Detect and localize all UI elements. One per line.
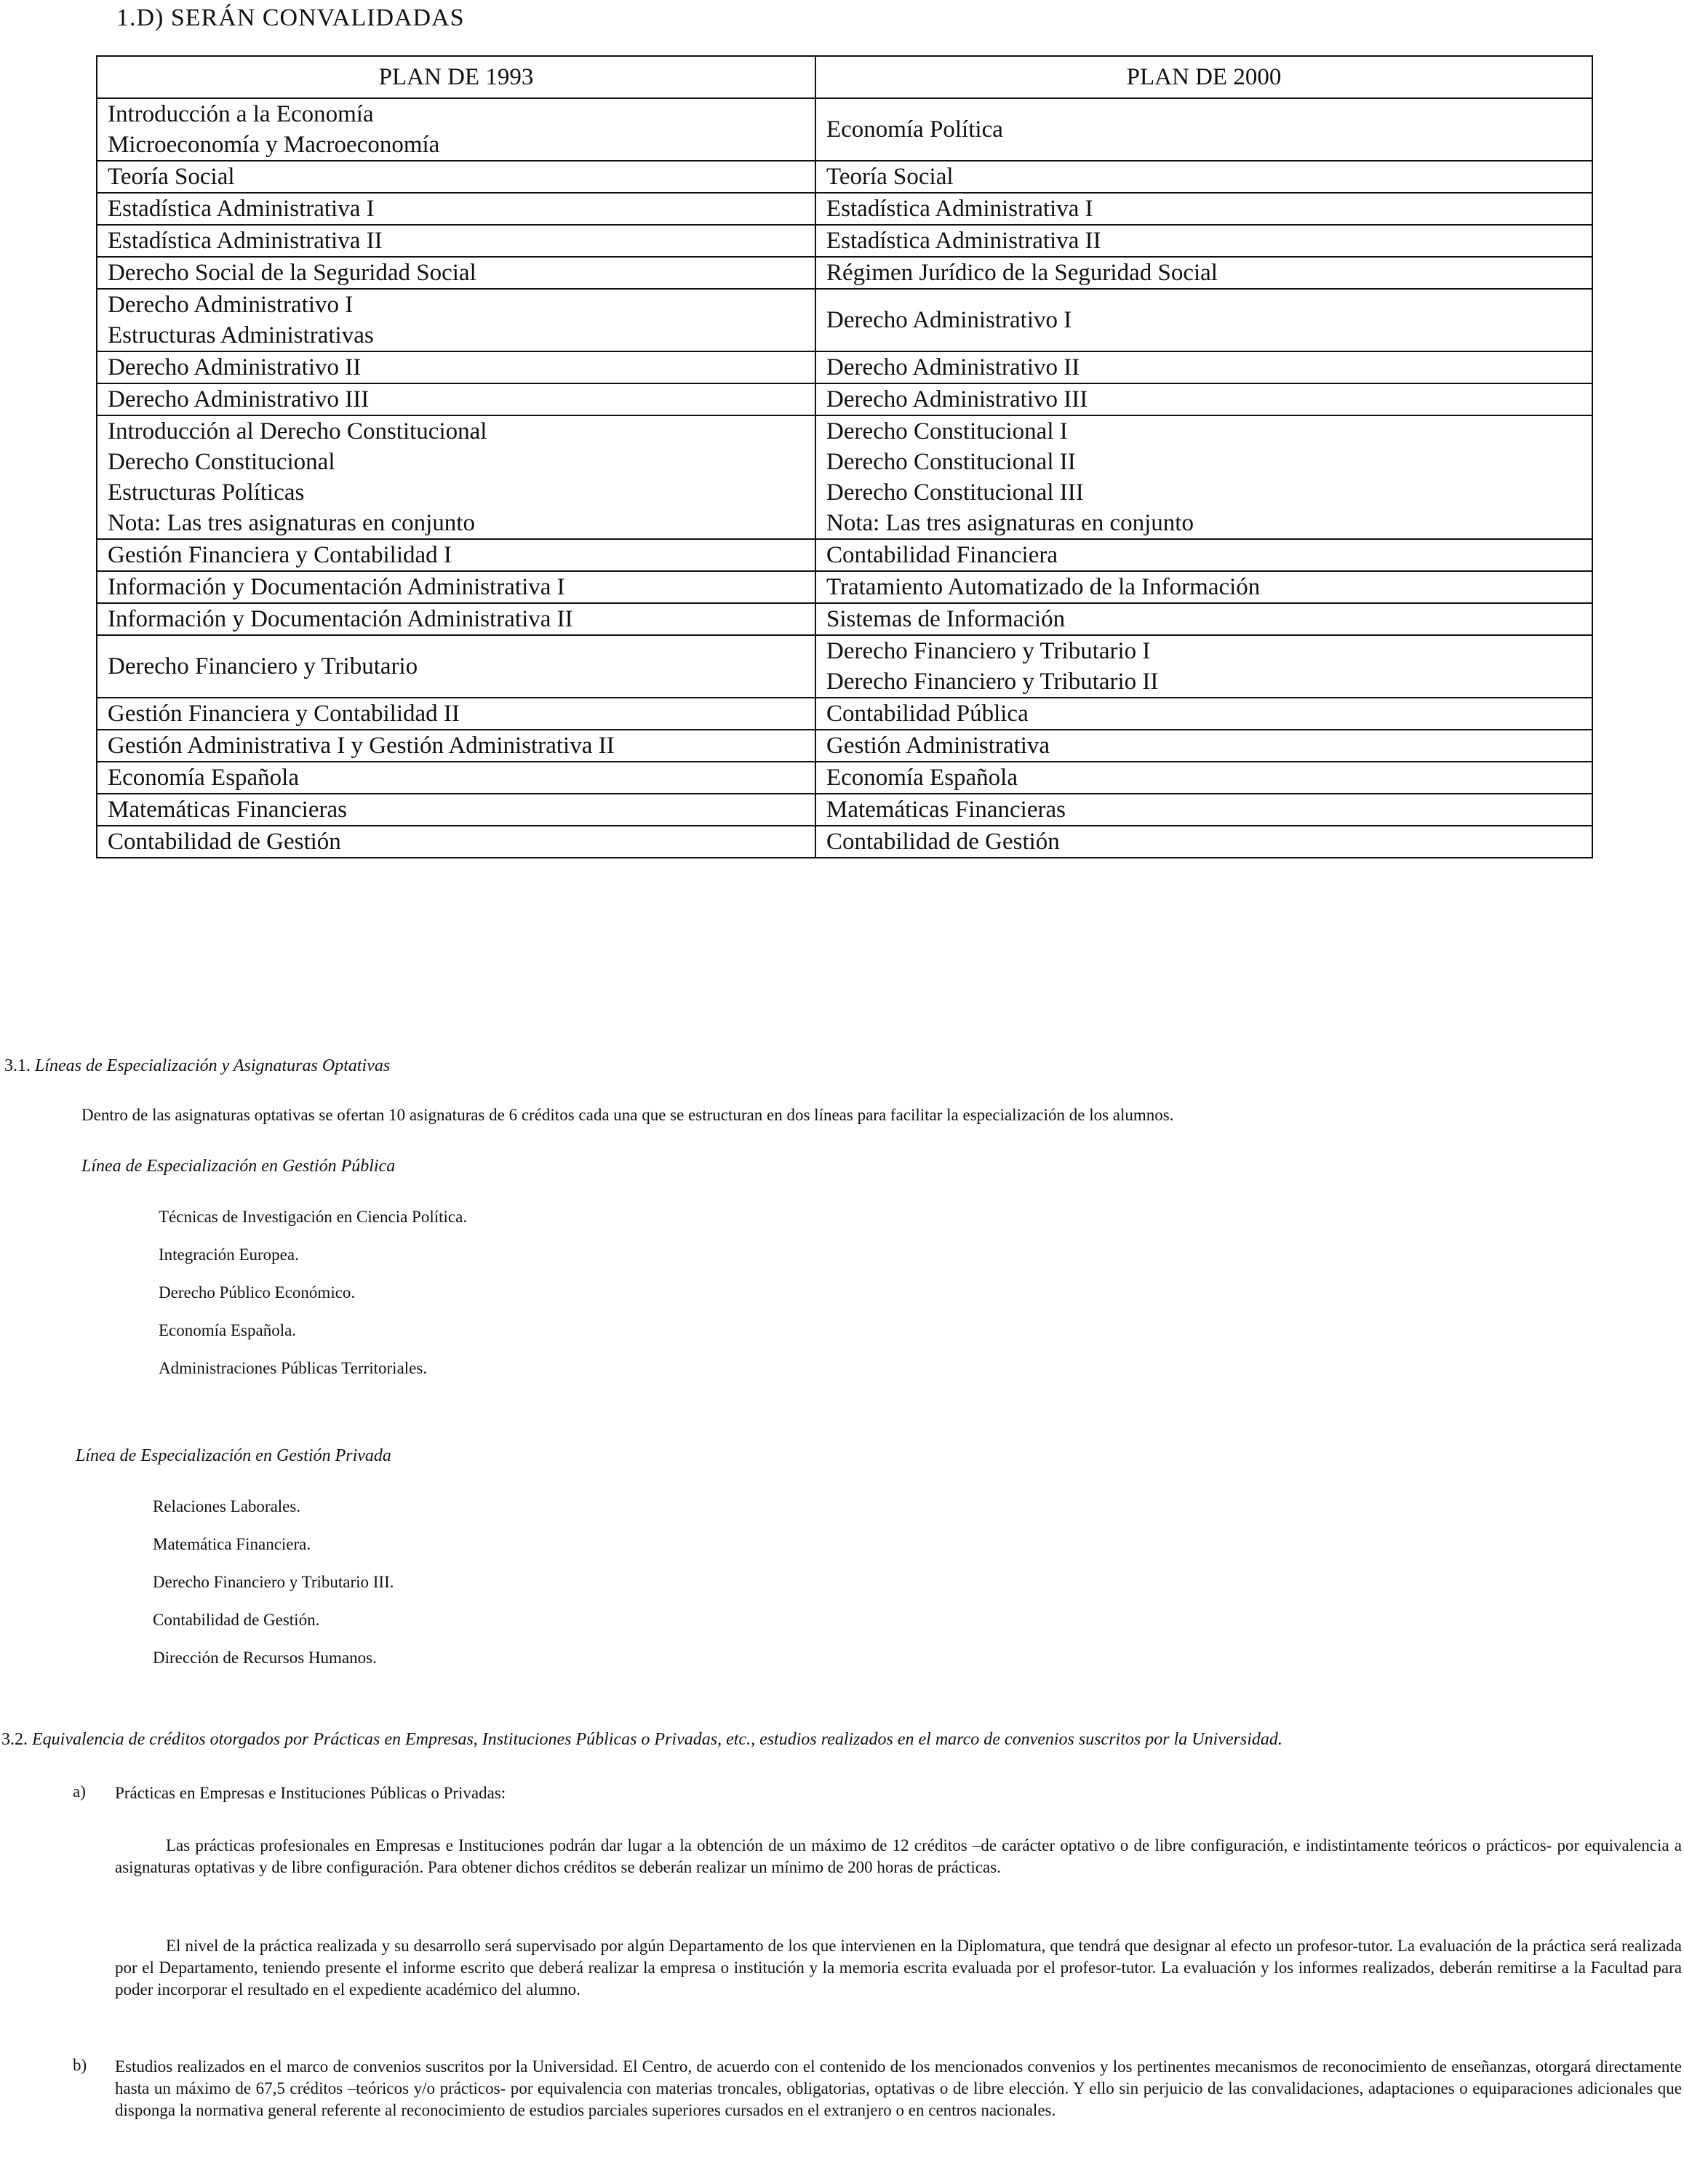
subsection-3-2-title bbox=[1, 1730, 1675, 1750]
cell-text: Derecho Administrativo III bbox=[826, 386, 1088, 413]
table-row bbox=[97, 415, 1592, 539]
convalidation-table bbox=[96, 55, 1593, 858]
cell-text: Teoría Social bbox=[826, 164, 954, 190]
cell-plan-1993 bbox=[97, 351, 815, 383]
cell-text: Microeconomía y Macroeconomía bbox=[108, 132, 440, 158]
item-b-paragraph: Estudios realizados en el marco de convenios suscritos por la Universidad. El Centro, de acuerdo con el contenido de los mencionados convenios y los pertinentes mecanismos de reconocimiento de enseñanzas, otorgará directamente hasta un máximo de 67,5 créditos –teóricos y/o prácticos- por equivalencia con materias troncales, obligatorias, optativas o de libre elección. Y ello sin perjuicio de las convalidaciones, adaptaciones o equiparaciones adicionales que disponga la normativa general referente al reconocimiento de estudios parciales superiores cursados en el extranjero o en centros nacionales. bbox=[115, 2057, 1682, 2119]
cell-plan-2000 bbox=[815, 383, 1592, 415]
cell-text: Contabilidad de Gestión bbox=[826, 829, 1060, 855]
table-row bbox=[97, 351, 1592, 383]
list-item: Dirección de Recursos Humanos. bbox=[153, 1649, 377, 1667]
cell-plan-1993 bbox=[97, 193, 815, 225]
cell-plan-1993 bbox=[97, 635, 815, 698]
cell-plan-2000 bbox=[815, 161, 1592, 193]
cell-text: Derecho Administrativo II bbox=[826, 354, 1080, 380]
table-row bbox=[97, 794, 1592, 826]
subsection-3-1-title bbox=[4, 1056, 390, 1076]
cell-text: Economía Política bbox=[826, 116, 1003, 143]
header-plan-1993: PLAN DE 1993 bbox=[97, 56, 815, 98]
list-item: Derecho Financiero y Tributario III. bbox=[153, 1573, 394, 1591]
cell-plan-1993 bbox=[97, 415, 815, 539]
line-privada-list bbox=[153, 1497, 394, 1686]
item-a-paragraph-1: Las prácticas profesionales en Empresas e Instituciones podrán dar lugar a la obtención de un máximo de 12 créditos –de carácter optativo o de libre configuración, e indistintamente teóricos o prácticos- por equivalencia a asignaturas optativas y de libre configuración. Para obtener dichos créditos se deberán realizar un mínimo de 200 horas de prácticas. bbox=[115, 1836, 1682, 1876]
list-item: Matemática Financiera. bbox=[153, 1535, 311, 1553]
subsection-3-1-number: 3.1. bbox=[4, 1056, 31, 1075]
subsection-3-1-intro: Dentro de las asignaturas optativas se ofertan 10 asignaturas de 6 créditos cada una que se estructuran en dos líneas para facilitar la especialización de los alumnos. bbox=[81, 1106, 1174, 1124]
cell-text: Nota: Las tres asignaturas en conjunto bbox=[826, 510, 1194, 536]
table-row bbox=[97, 98, 1592, 161]
cell-plan-2000 bbox=[815, 571, 1592, 603]
cell-plan-2000 bbox=[815, 289, 1592, 351]
list-item: Contabilidad de Gestión. bbox=[153, 1611, 320, 1629]
cell-plan-1993 bbox=[97, 539, 815, 571]
cell-plan-2000 bbox=[815, 603, 1592, 635]
cell-text: Derecho Administrativo III bbox=[108, 386, 370, 413]
cell-plan-2000 bbox=[815, 351, 1592, 383]
table-row bbox=[97, 383, 1592, 415]
cell-plan-1993 bbox=[97, 762, 815, 794]
cell-text: Estadística Administrativa I bbox=[826, 196, 1093, 222]
cell-text: Derecho Social de la Seguridad Social bbox=[108, 260, 476, 286]
cell-text: Estructuras Políticas bbox=[108, 479, 305, 506]
table-row bbox=[97, 826, 1592, 858]
cell-plan-1993 bbox=[97, 571, 815, 603]
cell-text: Teoría Social bbox=[108, 164, 235, 190]
list-item: Integración Europea. bbox=[159, 1246, 299, 1264]
cell-text: Derecho Financiero y Tributario II bbox=[826, 669, 1159, 695]
list-item: Administraciones Públicas Territoriales. bbox=[159, 1359, 428, 1377]
cell-text: Derecho Constitucional II bbox=[826, 449, 1076, 475]
cell-text: Derecho Financiero y Tributario bbox=[108, 653, 418, 679]
cell-plan-2000 bbox=[815, 826, 1592, 858]
cell-text: Economía Española bbox=[826, 765, 1018, 791]
cell-text: Gestión Administrativa I y Gestión Administrativa II bbox=[108, 733, 615, 759]
cell-text: Derecho Administrativo I bbox=[108, 292, 354, 318]
table-body bbox=[97, 98, 1592, 858]
cell-text: Derecho Financiero y Tributario I bbox=[826, 638, 1151, 664]
cell-text: Derecho Administrativo I bbox=[826, 307, 1072, 333]
line-privada-label: Línea de Especialización en Gestión Privada bbox=[76, 1446, 391, 1465]
item-a-paragraph-2: El nivel de la práctica realizada y su desarrollo será supervisado por algún Departamento de los que intervienen en la Diplomatura, que tendrá que designar al efecto un profesor-tutor. La evaluación de la práctica será realizada por el Departamento, teniendo presente el informe escrito que deberá realizar la empresa o institución y la memoria escrita evaluada por el profesor-tutor. La evaluación y los informes realizados, deberán remitirse a la Facultad para poder incorporar el resultado en el expediente académico del alumno. bbox=[115, 1937, 1682, 1998]
table-row bbox=[97, 161, 1592, 193]
list-item: Técnicas de Investigación en Ciencia Política. bbox=[159, 1208, 468, 1226]
list-item: Economía Española. bbox=[159, 1321, 297, 1339]
cell-plan-1993 bbox=[97, 730, 815, 762]
cell-plan-2000 bbox=[815, 539, 1592, 571]
cell-plan-2000 bbox=[815, 257, 1592, 289]
cell-plan-1993 bbox=[97, 383, 815, 415]
cell-text: Derecho Constitucional III bbox=[826, 479, 1084, 506]
subsection-3-2-heading: Equivalencia de créditos otorgados por Prácticas en Empresas, Instituciones Públicas o Privadas, etc., estudios realizados en el marco de convenios suscritos por la Universidad. bbox=[32, 1730, 1282, 1749]
subsection-3-1-heading: Líneas de Especialización y Asignaturas Optativas bbox=[35, 1056, 391, 1075]
cell-text: Contabilidad de Gestión bbox=[108, 829, 341, 855]
cell-plan-2000 bbox=[815, 730, 1592, 762]
item-b-letter: b) bbox=[73, 2056, 87, 2074]
cell-plan-2000 bbox=[815, 193, 1592, 225]
cell-text: Estadística Administrativa II bbox=[826, 228, 1101, 254]
cell-plan-2000 bbox=[815, 635, 1592, 698]
cell-plan-1993 bbox=[97, 826, 815, 858]
cell-plan-1993 bbox=[97, 289, 815, 351]
header-plan-2000: PLAN DE 2000 bbox=[815, 56, 1592, 98]
cell-text: Estructuras Administrativas bbox=[108, 322, 374, 348]
cell-text: Gestión Financiera y Contabilidad II bbox=[108, 701, 460, 727]
line-publica-label: Línea de Especialización en Gestión Pública bbox=[81, 1157, 396, 1176]
cell-plan-1993 bbox=[97, 603, 815, 635]
table-row bbox=[97, 603, 1592, 635]
cell-text: Matemáticas Financieras bbox=[826, 797, 1066, 823]
list-item: Relaciones Laborales. bbox=[153, 1497, 301, 1515]
cell-plan-2000 bbox=[815, 98, 1592, 161]
cell-plan-2000 bbox=[815, 415, 1592, 539]
cell-text: Introducción a la Economía bbox=[108, 101, 374, 127]
cell-plan-1993 bbox=[97, 794, 815, 826]
cell-text: Gestión Financiera y Contabilidad I bbox=[108, 542, 452, 568]
section-title: 1.D) SERÁN CONVALIDADAS bbox=[116, 4, 465, 31]
cell-text: Economía Española bbox=[108, 765, 300, 791]
cell-plan-1993 bbox=[97, 225, 815, 257]
table-header-row bbox=[97, 56, 1592, 98]
cell-plan-1993 bbox=[97, 698, 815, 730]
cell-text: Contabilidad Financiera bbox=[826, 542, 1058, 568]
table-row bbox=[97, 571, 1592, 603]
cell-plan-2000 bbox=[815, 794, 1592, 826]
cell-plan-1993 bbox=[97, 98, 815, 161]
cell-text: Derecho Constitucional I bbox=[826, 418, 1068, 445]
cell-plan-2000 bbox=[815, 762, 1592, 794]
cell-text: Gestión Administrativa bbox=[826, 733, 1050, 759]
table-row bbox=[97, 225, 1592, 257]
table-row bbox=[97, 698, 1592, 730]
cell-plan-1993 bbox=[97, 161, 815, 193]
line-publica-list bbox=[159, 1208, 467, 1397]
cell-text: Información y Documentación Administrativa I bbox=[108, 574, 565, 600]
item-a-title: Prácticas en Empresas e Instituciones Públicas o Privadas: bbox=[115, 1784, 506, 1802]
cell-text: Matemáticas Financieras bbox=[108, 797, 347, 823]
cell-text: Estadística Administrativa II bbox=[108, 228, 383, 254]
list-item: Derecho Público Económico. bbox=[159, 1283, 356, 1302]
cell-text: Estadística Administrativa I bbox=[108, 196, 375, 222]
table-row bbox=[97, 257, 1592, 289]
cell-text: Contabilidad Pública bbox=[826, 701, 1029, 727]
cell-text: Introducción al Derecho Constitucional bbox=[108, 418, 487, 445]
table-row bbox=[97, 539, 1592, 571]
cell-plan-2000 bbox=[815, 698, 1592, 730]
table-row bbox=[97, 762, 1592, 794]
cell-text: Régimen Jurídico de la Seguridad Social bbox=[826, 260, 1218, 286]
table-row bbox=[97, 193, 1592, 225]
cell-plan-1993 bbox=[97, 257, 815, 289]
cell-text: Derecho Constitucional bbox=[108, 449, 335, 475]
table-row bbox=[97, 730, 1592, 762]
cell-text: Derecho Administrativo II bbox=[108, 354, 362, 380]
cell-text: Nota: Las tres asignaturas en conjunto bbox=[108, 510, 475, 536]
cell-text: Tratamiento Automatizado de la Información bbox=[826, 574, 1261, 600]
item-a-letter: a) bbox=[73, 1782, 86, 1801]
subsection-3-2-number: 3.2. bbox=[1, 1730, 28, 1749]
cell-plan-2000 bbox=[815, 225, 1592, 257]
cell-text: Información y Documentación Administrativa II bbox=[108, 606, 573, 632]
table-row bbox=[97, 289, 1592, 351]
table-row bbox=[97, 635, 1592, 698]
cell-text: Sistemas de Información bbox=[826, 606, 1066, 632]
